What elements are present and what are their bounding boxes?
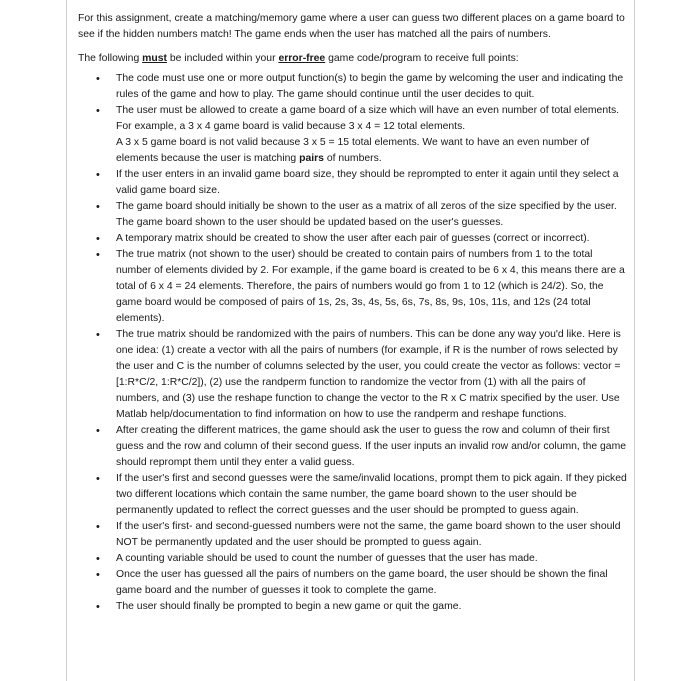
error-free-emphasis: error-free — [278, 53, 326, 64]
list-item: • If the user enters in an invalid game board size, they should be reprompted to enter it again until they select a valid game board size. — [96, 169, 619, 196]
bullet-icon: • — [96, 233, 100, 245]
bullet-icon: • — [96, 473, 100, 485]
page-left-edge — [66, 0, 67, 681]
list-item: • The code must use one or more output function(s) to begin the game by welcoming the user and indicating the rules of the game and how to play. The game should continue until the user decides to quit. — [96, 73, 624, 100]
list-item: • The true matrix (not shown to the user) should be created to contain pairs of numbers from 1 to the total number of elements divided by 2. For example, if the game board is created to be 6 x 4, this means there are a total of 6 x 4 = 24 elements. Therefore, the pairs of numbers would go from 1 to 12 (which is 24/2). So, the game board would be composed of pairs of 1s, 2s, 3s, 4s, 5s, 6s, 7s, 8s, 9s, 10s, 11s, and 12s (24 total elements). — [96, 249, 625, 324]
bullet-icon: • — [96, 249, 100, 261]
assignment-document — [78, 11, 630, 615]
bullet-icon: • — [96, 169, 100, 181]
list-item: • If the user's first and second guesses were the same/invalid locations, prompt them to pick again. If they picked two different locations which contain the same number, the game board shown to the user should be permanently updated to reflect the correct guesses and the user should be prompted to guess again. — [96, 473, 627, 516]
requirement-statement — [78, 51, 630, 67]
list-item: • Once the user has guessed all the pairs of numbers on the game board, the user should be shown the final game board and the number of guesses it took to complete the game. — [96, 569, 608, 596]
list-item: • A temporary matrix should be created to show the user after each pair of guesses (correct or incorrect). — [96, 233, 590, 245]
list-item: • A counting variable should be used to count the number of guesses that the user has made. — [96, 553, 538, 565]
list-item: • The true matrix should be randomized with the pairs of numbers. This can be done any way you'd like. Here is one idea: (1) create a vector with all the pairs of numbers (for example, if R is the number of rows selected by the user and C is the number of columns selected by the user, you could create the vector as follows: vector = [1:R*C/2, 1:R*C/2]), (2) use the randperm function to randomize the vector from (1) with all the pairs of numbers, and (3) use the reshape function to change the vector to the R x C matrix specified by the user. Use Matlab help/documentation to find information on how to use the randperm and reshape functions. — [96, 329, 621, 420]
list-item: • If the user's first- and second-guessed numbers were not the same, the game board shown to the user should NOT be permanently updated and the user should be prompted to guess again. — [96, 521, 621, 548]
requirement-suffix: game code/program to receive full points: — [325, 53, 519, 64]
bullet-icon: • — [96, 553, 100, 565]
intro-paragraph: For this assignment, create a matching/memory game where a user can guess two different places on a game board to see if the hidden numbers match! The game ends when the user has matched all the pairs of numbers. — [78, 13, 625, 40]
list-item-continuation: A 3 x 5 game board is not valid because 3 x 5 = 15 total elements. We want to have an even number of elements because the user is matching pairs of numbers. — [116, 137, 590, 164]
bullet-icon: • — [96, 425, 100, 437]
list-item: • The user should finally be prompted to begin a new game or quit the game. — [96, 601, 462, 613]
bullet-icon: • — [96, 105, 100, 117]
bullet-icon: • — [96, 521, 100, 533]
pairs-emphasis: pairs — [299, 153, 324, 164]
list-item: • The game board should initially be shown to the user as a matrix of all zeros of the size specified by the user. The game board shown to the user should be updated based on the user's guesses. — [96, 201, 617, 228]
bullet-icon: • — [96, 569, 100, 581]
page-right-edge — [634, 0, 635, 681]
bullet-icon: • — [96, 73, 100, 85]
requirements-list — [78, 71, 630, 615]
bullet-icon: • — [96, 601, 100, 613]
must-emphasis: must — [142, 53, 167, 64]
bullet-icon: • — [96, 329, 100, 341]
bullet-icon: • — [96, 201, 100, 213]
requirement-prefix: The following — [78, 53, 143, 64]
list-item: • After creating the different matrices, the game should ask the user to guess the row and column of their first guess and the row and column of their second guess. If the user inputs an invalid row and/or column, the game should reprompt them until they enter a valid guess. — [96, 425, 627, 468]
list-item: • The user must be allowed to create a game board of a size which will have an even number of total elements. For example, a 3 x 4 game board is valid because 3 x 4 = 12 total elements. A 3 x 5 game board is not valid because 3 x 5 = 15 total elements. We want to have an even number of elements because the user is matching pairs of numbers. — [78, 103, 630, 167]
requirement-middle: be included within your — [166, 53, 279, 64]
